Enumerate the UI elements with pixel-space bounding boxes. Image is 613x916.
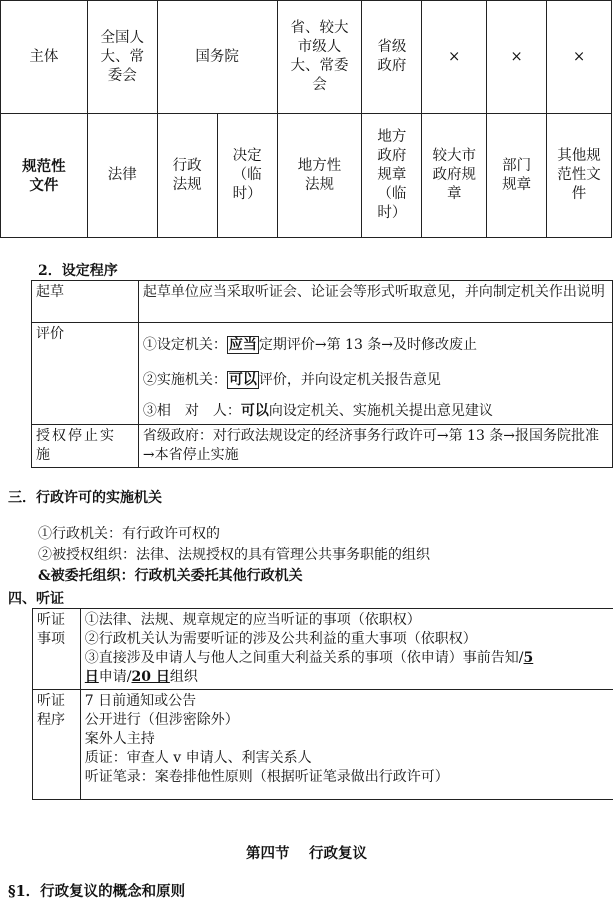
- section3-item-1: ①行政机关：有行政许可权的: [38, 526, 220, 542]
- hearing-table: [32, 608, 613, 800]
- cell-hearing-procedure: [80, 690, 613, 800]
- cell-hearing-matters: [80, 609, 613, 690]
- section4-heading: 四、听证: [8, 591, 64, 607]
- cell-state-council: 国务院: [157, 1, 277, 114]
- hearing-matter-1: ①法律、法规、规章规定的应当听证的事项（依职权）: [84, 612, 421, 628]
- cell-npc: 全国人大、常委会: [87, 1, 157, 114]
- cell-admin-reg: 行政法规: [157, 114, 217, 238]
- cell-evaluate-text: [138, 323, 612, 425]
- cell-evaluate-label: 评价: [32, 323, 139, 425]
- procedure-item-1: 7 日前通知或公告: [84, 693, 197, 709]
- evaluate-line-3: ③相 对 人：可以向设定机关、实施机关提出意见建议: [142, 403, 493, 419]
- hearing-matter-3-cont: 日申请/20 日组织: [84, 669, 198, 685]
- procedure-item-2: 公开进行（但涉密除外）: [84, 712, 239, 728]
- subject-table: [0, 0, 612, 238]
- cell-local-gov-rule: 地方政府规章（临时）: [362, 114, 422, 238]
- cell-dept-rule: 部门规章: [487, 114, 547, 238]
- shall-box: 应当: [228, 337, 257, 353]
- subsection-heading: §1．行政复议的概念和原则: [8, 883, 186, 900]
- cell-x1: ×: [422, 1, 487, 114]
- section3-item-2: ②被授权组织：法律、法规授权的具有管理公共事务职能的组织: [38, 547, 430, 563]
- hearing-matter-2: ②行政机关认为需要听证的涉及公共利益的重大事项（依职权）: [84, 631, 477, 647]
- section3-item-3: &被委托组织：行政机关委托其他行政机关: [38, 568, 303, 584]
- section-title: 第四节 行政复议: [245, 845, 368, 862]
- cell-provincial-gov: 省级政府: [362, 1, 422, 114]
- may-box: 可以: [228, 372, 257, 388]
- section2-heading: 2．设定程序: [38, 263, 118, 279]
- procedure-table: [31, 280, 613, 468]
- procedure-item-4: 质证：审查人 v 申请人、利害关系人: [84, 750, 312, 766]
- cell-hearing-matters-label: 听证事项: [33, 609, 81, 690]
- cell-law: 法律: [87, 114, 157, 238]
- cell-x2: ×: [487, 1, 547, 114]
- cell-city-gov-rule: 较大市政府规章: [422, 114, 487, 238]
- cell-normative: 规范性文件: [1, 114, 88, 238]
- cell-subject: 主体: [1, 1, 88, 114]
- hearing-matter-3: ③直接涉及申请人与他人之间重大利益关系的事项（依申请）事前告知/5: [84, 650, 534, 666]
- cell-x3: ×: [547, 1, 612, 114]
- evaluate-line-1: ①设定机关： 应当 定期评价→第 13 条→及时修改废止: [142, 337, 478, 353]
- section3-heading: 三．行政许可的实施机关: [8, 490, 162, 506]
- cell-provincial-npc: 省、较大市级人大、常委会: [277, 1, 362, 114]
- cell-suspend-label: 授权停止实施: [32, 425, 139, 468]
- procedure-item-5: 听证笔录：案卷排他性原则（根据听证笔录做出行政许可）: [84, 769, 449, 785]
- cell-decision: 决定（临时）: [217, 114, 277, 238]
- cell-local-reg: 地方性法规: [277, 114, 362, 238]
- cell-hearing-procedure-label: 听证程序: [33, 690, 81, 800]
- cell-suspend-text: 省级政府：对行政法规设定的经济事务行政许可→第 13 条→报国务院批准→本省停止实施: [138, 425, 612, 468]
- cell-draft-label: 起草: [32, 281, 139, 323]
- cell-other: 其他规范性文件: [547, 114, 612, 238]
- cell-draft-text: 起草单位应当采取听证会、论证会等形式听取意见，并向制定机关作出说明: [138, 281, 612, 323]
- procedure-item-3: 案外人主持: [84, 731, 155, 747]
- evaluate-line-2: ②实施机关： 可以 评价，并向设定机关报告意见: [142, 372, 441, 388]
